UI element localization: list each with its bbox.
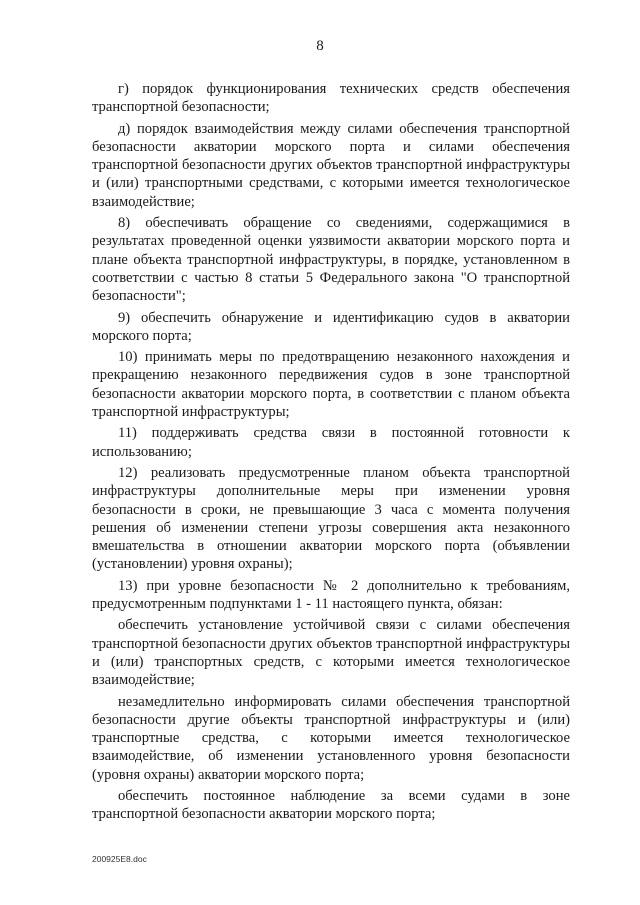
paragraph-item-8: 8) обеспечивать обращение со сведениями, содержащимися в результатах проведенной оценки уязвимости акватории морского порта и плане объекта транспортной инфраструктуры, в порядке, установленном в соответствии с частью 8 статьи 5 Федерального закона "О транспортной безопасности";	[92, 215, 570, 305]
paragraph-item-g: г) порядок функционирования технических средств обеспечения транспортной безопасности;	[92, 81, 570, 116]
page-number: 8	[316, 38, 324, 54]
paragraph-item-12: 12) реализовать предусмотренные планом объекта транспортной инфраструктуры дополнительные меры при изменении уровня безопасности в сроки, не превышающие 3 часа с момента получения решения об изменении степени угрозы совершения акта незаконного вмешательства в отношении акватории морского порта (объявлении (установлении) уровня охраны);	[92, 464, 570, 573]
paragraph-sub-1: обеспечить установление устойчивой связи с силами обеспечения транспортной безопасности других объектов транспортной инфраструктуры и (или) транспортных средств, с которыми имеется технологическое взаимодействие;	[92, 617, 570, 689]
paragraph-item-10: 10) принимать меры по предотвращению незаконного нахождения и прекращению незаконного передвижения судов в зоне транспортной безопасности акватории морского порта, в соответствии с планом объекта транспортной инфраструктуры;	[92, 349, 570, 421]
document-body	[92, 80, 570, 827]
file-name-footer: 200925E8.doc	[92, 854, 147, 864]
paragraph-item-13: 13) при уровне безопасности № 2 дополнительно к требованиям, предусмотренным подпунктами 1 - 11 настоящего пункта, обязан:	[92, 577, 570, 613]
paragraph-sub-2: незамедлительно информировать силами обеспечения транспортной безопасности другие объекты транспортной инфраструктуры и (или) транспортные средства, с которыми имеется технологическое взаимодействие, об изменении установленного уровня безопасности (уровня охраны) акватории морского порта;	[92, 693, 570, 783]
paragraph-item-9: 9) обеспечить обнаружение и идентификацию судов в акватории морского порта;	[92, 309, 570, 344]
paragraph-item-d: д) порядок взаимодействия между силами обеспечения транспортной безопасности акватории морского порта и силами обеспечения транспортной безопасности других объектов транспортной инфраструктуры и (или) транспортными средствами, с которыми имеется технологическое взаимодействие;	[92, 120, 570, 210]
paragraph-sub-3: обеспечить постоянное наблюдение за всеми судами в зоне транспортной безопасности акватории морского порта;	[92, 787, 570, 823]
paragraph-item-11: 11) поддерживать средства связи в постоянной готовности к использованию;	[92, 425, 570, 460]
